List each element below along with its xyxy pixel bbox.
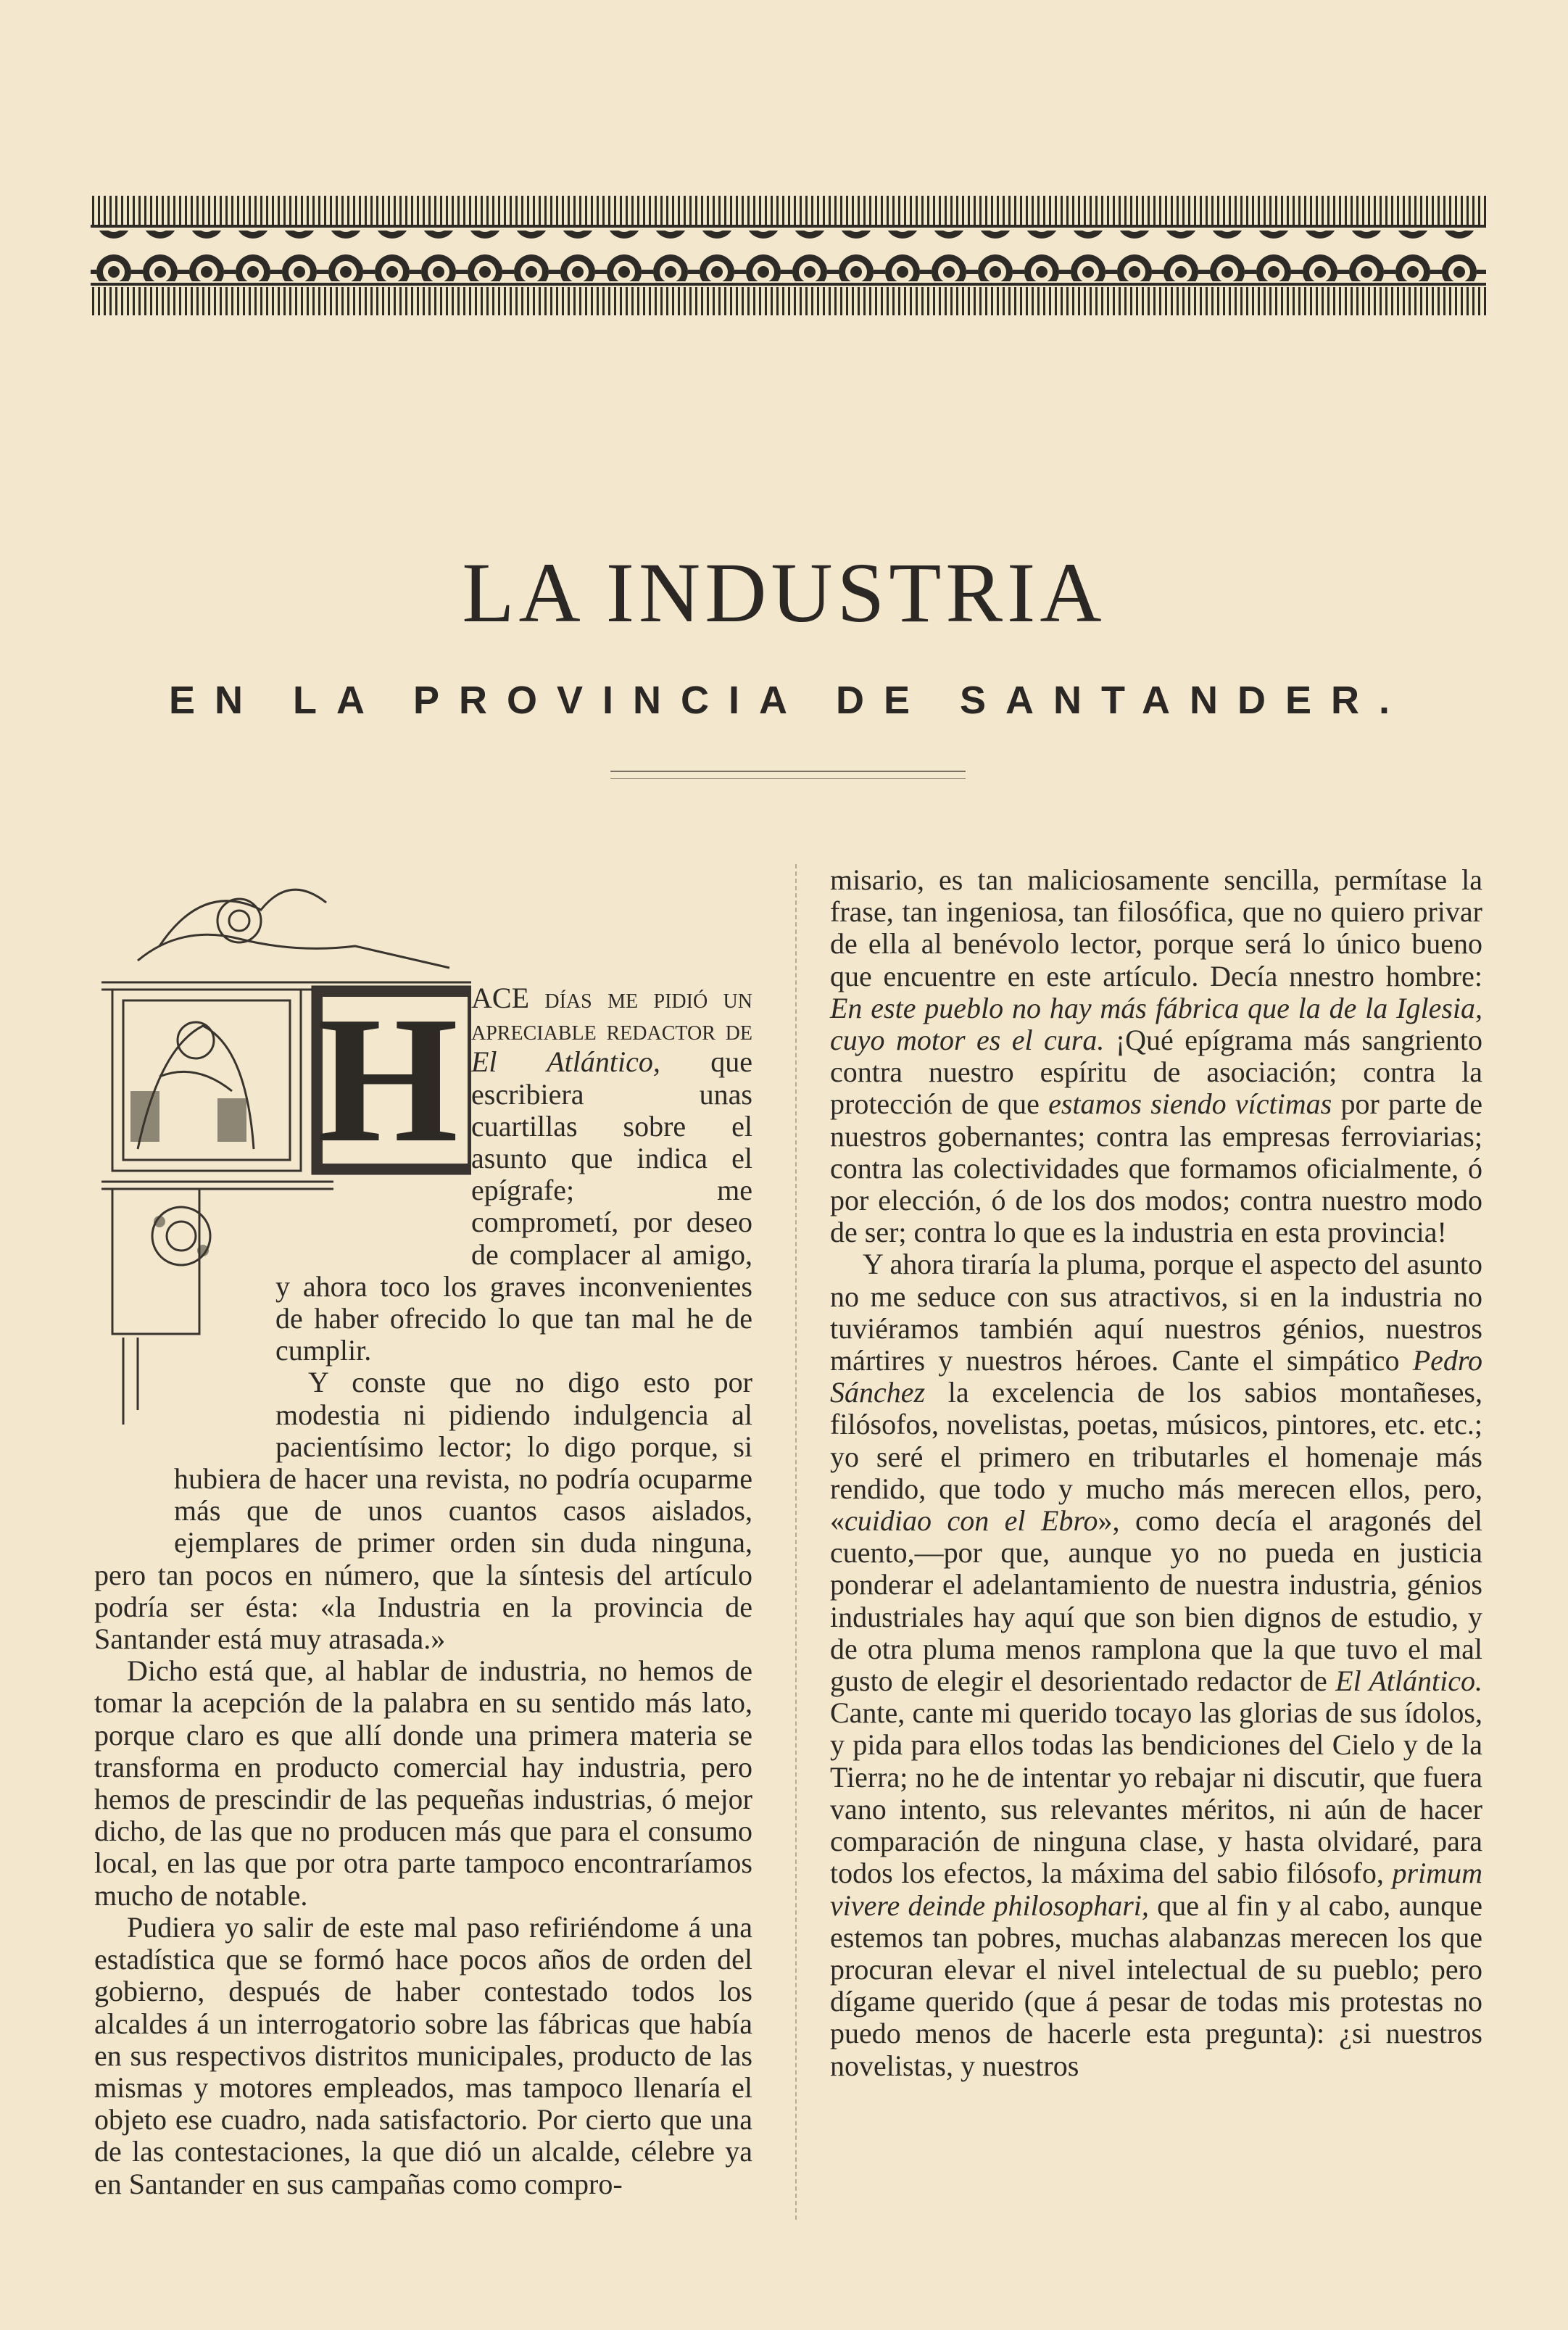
paragraph xyxy=(830,1248,1482,2081)
text-run: que al fin y al cabo, aunque estemos tan pobres, muchas alabanzas merecen los que procuran elevar el nivel intelectual de su pueblo; pero dígame querido (que á pesar de todas mis protestas no puedo menos de hacerle esta pregunta): ¿si nuestros novelistas, y nuestros xyxy=(830,1889,1482,2082)
text-run: Pudiera yo salir de este mal paso refiriéndome á una estadística que se formó hace pocos años de orden del gobierno, después de haber contestado todos los alcaldes á un interrogatorio sobre las fábricas que había en sus respectivos distritos municipales, producto de las mismas y motores empleados, mas tampoco llenaría el objeto ese cuadro, nada satisfactorio. Por cierto que una de las contestaciones, la que dió un alcalde, célebre ya en Santander en sus campañas como compro- xyxy=(94,1910,752,2200)
text-run: Y conste que no digo esto por modestia ni pidiendo indulgencia al pacientísimo lector; lo digo porque, si hubiera de hacer una revista, no podría ocuparme más que de unos cuantos casos aislados, ejemplares de primer orden sin duda ninguna, pero tan pocos en número, que la síntesis del artículo podría ser ésta: «la Industria en la provincia de Santander está muy atrasada.» xyxy=(94,1366,752,1656)
text-run: Cante, cante mi querido tocayo las glorias de sus ídolos, y pida para ellos todas las bendiciones del Cielo y de la Tierra; no he de intentar yo rebajar ni discutir, que fuera vano intento, sus relevantes méritos, ni aún de hacer comparación de ninguna clase, y hasta olvidaré, para todos los efectos, la máxima del sabio filósofo, xyxy=(830,1696,1482,1890)
right-column-paragraphs xyxy=(830,864,1482,2082)
drop-cap-spacer xyxy=(94,979,471,1243)
italic-phrase: El Atlántico, xyxy=(471,1045,660,1079)
paragraph xyxy=(94,1655,752,1912)
title-divider xyxy=(610,771,966,779)
text-run: misario, es tan maliciosamente sencilla, permítase la frase, tan ingeniosa, tan filosófica, que no quiero privar de ella al benévolo lector, porque será lo único bueno que encuentre en este artículo. Decía nnestro hombre: xyxy=(830,863,1482,992)
paragraph xyxy=(94,1912,752,2200)
article-title: LA INDUSTRIA xyxy=(462,545,1106,640)
vignette-spacer xyxy=(94,1243,275,1432)
italic-phrase: cuidiao con el Ebro xyxy=(845,1504,1098,1538)
italic-phrase: El Atlántico. xyxy=(1335,1664,1482,1698)
text-run: », como decía el aragonés del cuento,—por que, aunque yo no pueda en justicia ponderar el adelantamiento de nuestra industria, génios industriales hay aquí que son bien dignos de estudio, y de otra pluma menos ramplona que la que tuvo el mal gusto de elegir el desorientado redactor de xyxy=(830,1504,1482,1698)
drop-cap-letter: H xyxy=(317,979,459,1180)
text-run: Dicho está que, al hablar de industria, no hemos de tomar la acepción de la palabra en su sentido más lato, porque claro es que allí donde una primera materia se transforma en producto comercial hay industria, pero hemos de prescindir de las pequeñas industrias, ó mejor dicho, de las que no producen más que para el consumo local, en las que por otra parte tampoco encontraríamos mucho de notable. xyxy=(94,1654,752,1912)
text-run: ACE días me pidió un apreciable redactor de xyxy=(471,982,752,1047)
decorative-header-band xyxy=(91,196,1486,315)
text-run: la excelencia de los sabios montañeses, filósofos, novelistas, poetas, músicos, pintores, etc. etc.; yo seré el primero en tributarles el homenaje más rendido, que todo y mucho más merecen ellos, pero, « xyxy=(830,1376,1482,1538)
text-run: ¡Qué epígrama más sangriento contra nuestro espíritu de asociación; contra la protección de que xyxy=(830,1024,1482,1121)
column-divider xyxy=(795,864,797,2220)
ornament-pattern xyxy=(91,196,1486,315)
paragraph xyxy=(830,864,1482,1248)
italic-phrase: primum vivere deinde philosophari, xyxy=(830,1857,1482,1922)
italic-phrase: estamos siendo víctimas xyxy=(1048,1087,1332,1121)
right-column xyxy=(830,864,1482,2082)
text-run: por parte de nuestros gobernantes; contra las empresas ferroviarias; contra las colectividades que formamos oficialmente, ó por elección, ó de los dos modos; contra nuestro modo de ser; contra lo que es la industria en esta provincia! xyxy=(830,1087,1482,1249)
vignette-tail-spacer xyxy=(94,1432,174,1527)
italic-phrase: Pedro Sánchez xyxy=(830,1344,1482,1409)
italic-phrase: En este pueblo no hay más fábrica que la de la Iglesia, cuyo motor es el cura. xyxy=(830,991,1482,1057)
article-subtitle: EN LA PROVINCIA DE SANTANDER. xyxy=(168,679,1410,722)
left-column xyxy=(94,979,752,2200)
text-run: Y ahora tiraría la pluma, porque el aspecto del asunto no me seduce con sus atractivos, si en la industria no tuviéramos también aquí nuestros génios, nuestros mártires y nuestros héroes. Cante el simpático xyxy=(830,1248,1482,1377)
text-run: que escribiera unas cuartillas sobre el asunto que indica el epígrafe; me comprometí, por deseo de complacer al amigo, y ahora toco los graves inconvenientes de haber ofrecido lo que tan mal he de cumplir. xyxy=(275,1045,752,1367)
